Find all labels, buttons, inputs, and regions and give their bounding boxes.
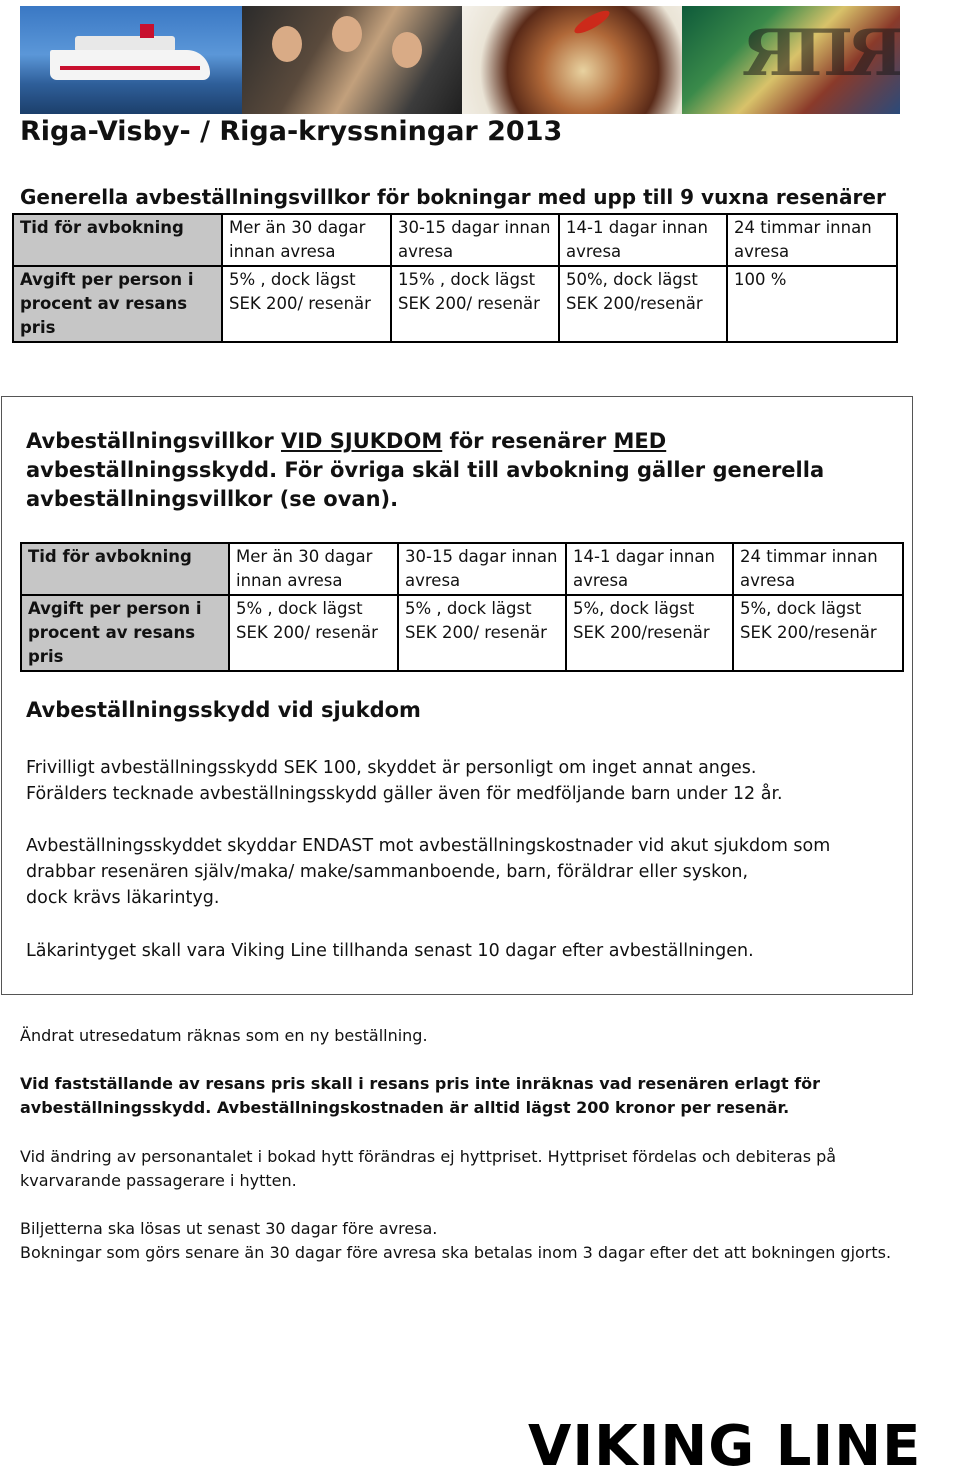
page-title: Riga-Visby- / Riga-kryssningar 2013 <box>20 116 563 147</box>
sickness-terms-heading: Avbeställningsvillkor VID SJUKDOM för resenärer MED avbeställningsskydd. För övriga skäl till avbokning gäller generella avbeställningsvillkor (se ovan). <box>26 429 825 511</box>
period-cell: 24 timmar innan avresa <box>733 543 903 595</box>
insurance-heading: Avbeställningsskydd vid sjukdom <box>26 698 421 722</box>
stained-glass-photo: ЯПЯ <box>682 6 900 114</box>
table-row <box>21 595 903 671</box>
fee-cell: 100 % <box>727 266 897 342</box>
viking-line-logo: VIKING LINE <box>528 1414 922 1479</box>
period-cell: 30-15 dagar innan avresa <box>398 543 566 595</box>
row-header-fee: Avgift per person i procent av resans pris <box>21 595 229 671</box>
fee-cell: 5%, dock lägst SEK 200/resenär <box>733 595 903 671</box>
fee-cell: 5% , dock lägst SEK 200/ resenär <box>398 595 566 671</box>
period-cell: Mer än 30 dagar innan avresa <box>222 214 391 266</box>
table-row <box>13 266 897 342</box>
food-photo <box>462 6 682 114</box>
table-row <box>21 543 903 595</box>
cabin-note: Vid ändring av personantalet i bokad hytt förändras ej hyttpriset. Hyttpriset fördelas och debiteras på kvarvarande passagerare i hytten. <box>20 1147 837 1190</box>
table-row <box>13 214 897 266</box>
insurance-paragraph-price: Frivilligt avbeställningsskydd SEK 100, skyddet är personligt om inget annat anges. Förälders tecknade avbeställningsskydd gäller även för medföljande barn under 12 år. <box>26 758 783 804</box>
fee-cell: 15% , dock lägst SEK 200/ resenär <box>391 266 559 342</box>
period-cell: 24 timmar innan avresa <box>727 214 897 266</box>
changed-date-note: Ändrat utresedatum räknas som en ny beställning. <box>20 1026 428 1045</box>
insurance-paragraph-certificate: Läkarintyget skall vara Viking Line tillhanda senast 10 dagar efter avbeställningen. <box>26 941 754 961</box>
ticket-note: Biljetterna ska lösas ut senast 30 dagar före avresa. Bokningar som görs senare än 30 dagar före avresa ska betalas inom 3 dagar efter det att bokningen gjorts. <box>20 1219 892 1262</box>
general-terms-heading: Generella avbeställningsvillkor för bokningar med upp till 9 vuxna resenärer <box>20 185 886 209</box>
row-header-cancellation-time: Tid för avbokning <box>21 543 229 595</box>
general-terms-table <box>12 213 898 343</box>
fee-cell: 5%, dock lägst SEK 200/resenär <box>566 595 733 671</box>
photo-banner <box>20 6 900 114</box>
fee-cell: 5% , dock lägst SEK 200/ resenär <box>229 595 398 671</box>
period-cell: Mer än 30 dagar innan avresa <box>229 543 398 595</box>
people-photo <box>242 6 462 114</box>
fee-cell: 5% , dock lägst SEK 200/ resenär <box>222 266 391 342</box>
period-cell: 14-1 dagar innan avresa <box>559 214 727 266</box>
cruise-ship-photo <box>20 6 242 114</box>
fee-cell: 50%, dock lägst SEK 200/resenär <box>559 266 727 342</box>
row-header-fee: Avgift per person i procent av resans pris <box>13 266 222 342</box>
price-note: Vid fastställande av resans pris skall i resans pris inte inräknas vad resenären erlagt för avbeställningsskydd. Avbeställningskostnaden är alltid lägst 200 kronor per resenär. <box>20 1074 821 1117</box>
sickness-terms-table <box>20 542 904 672</box>
row-header-cancellation-time: Tid för avbokning <box>13 214 222 266</box>
insurance-paragraph-coverage: Avbeställningsskyddet skyddar ENDAST mot avbeställningskostnader vid akut sjukdom som drabbar resenären själv/maka/ make/sammanboende, barn, föräldrar eller syskon, dock krävs läkarintyg. <box>26 836 831 908</box>
period-cell: 30-15 dagar innan avresa <box>391 214 559 266</box>
period-cell: 14-1 dagar innan avresa <box>566 543 733 595</box>
